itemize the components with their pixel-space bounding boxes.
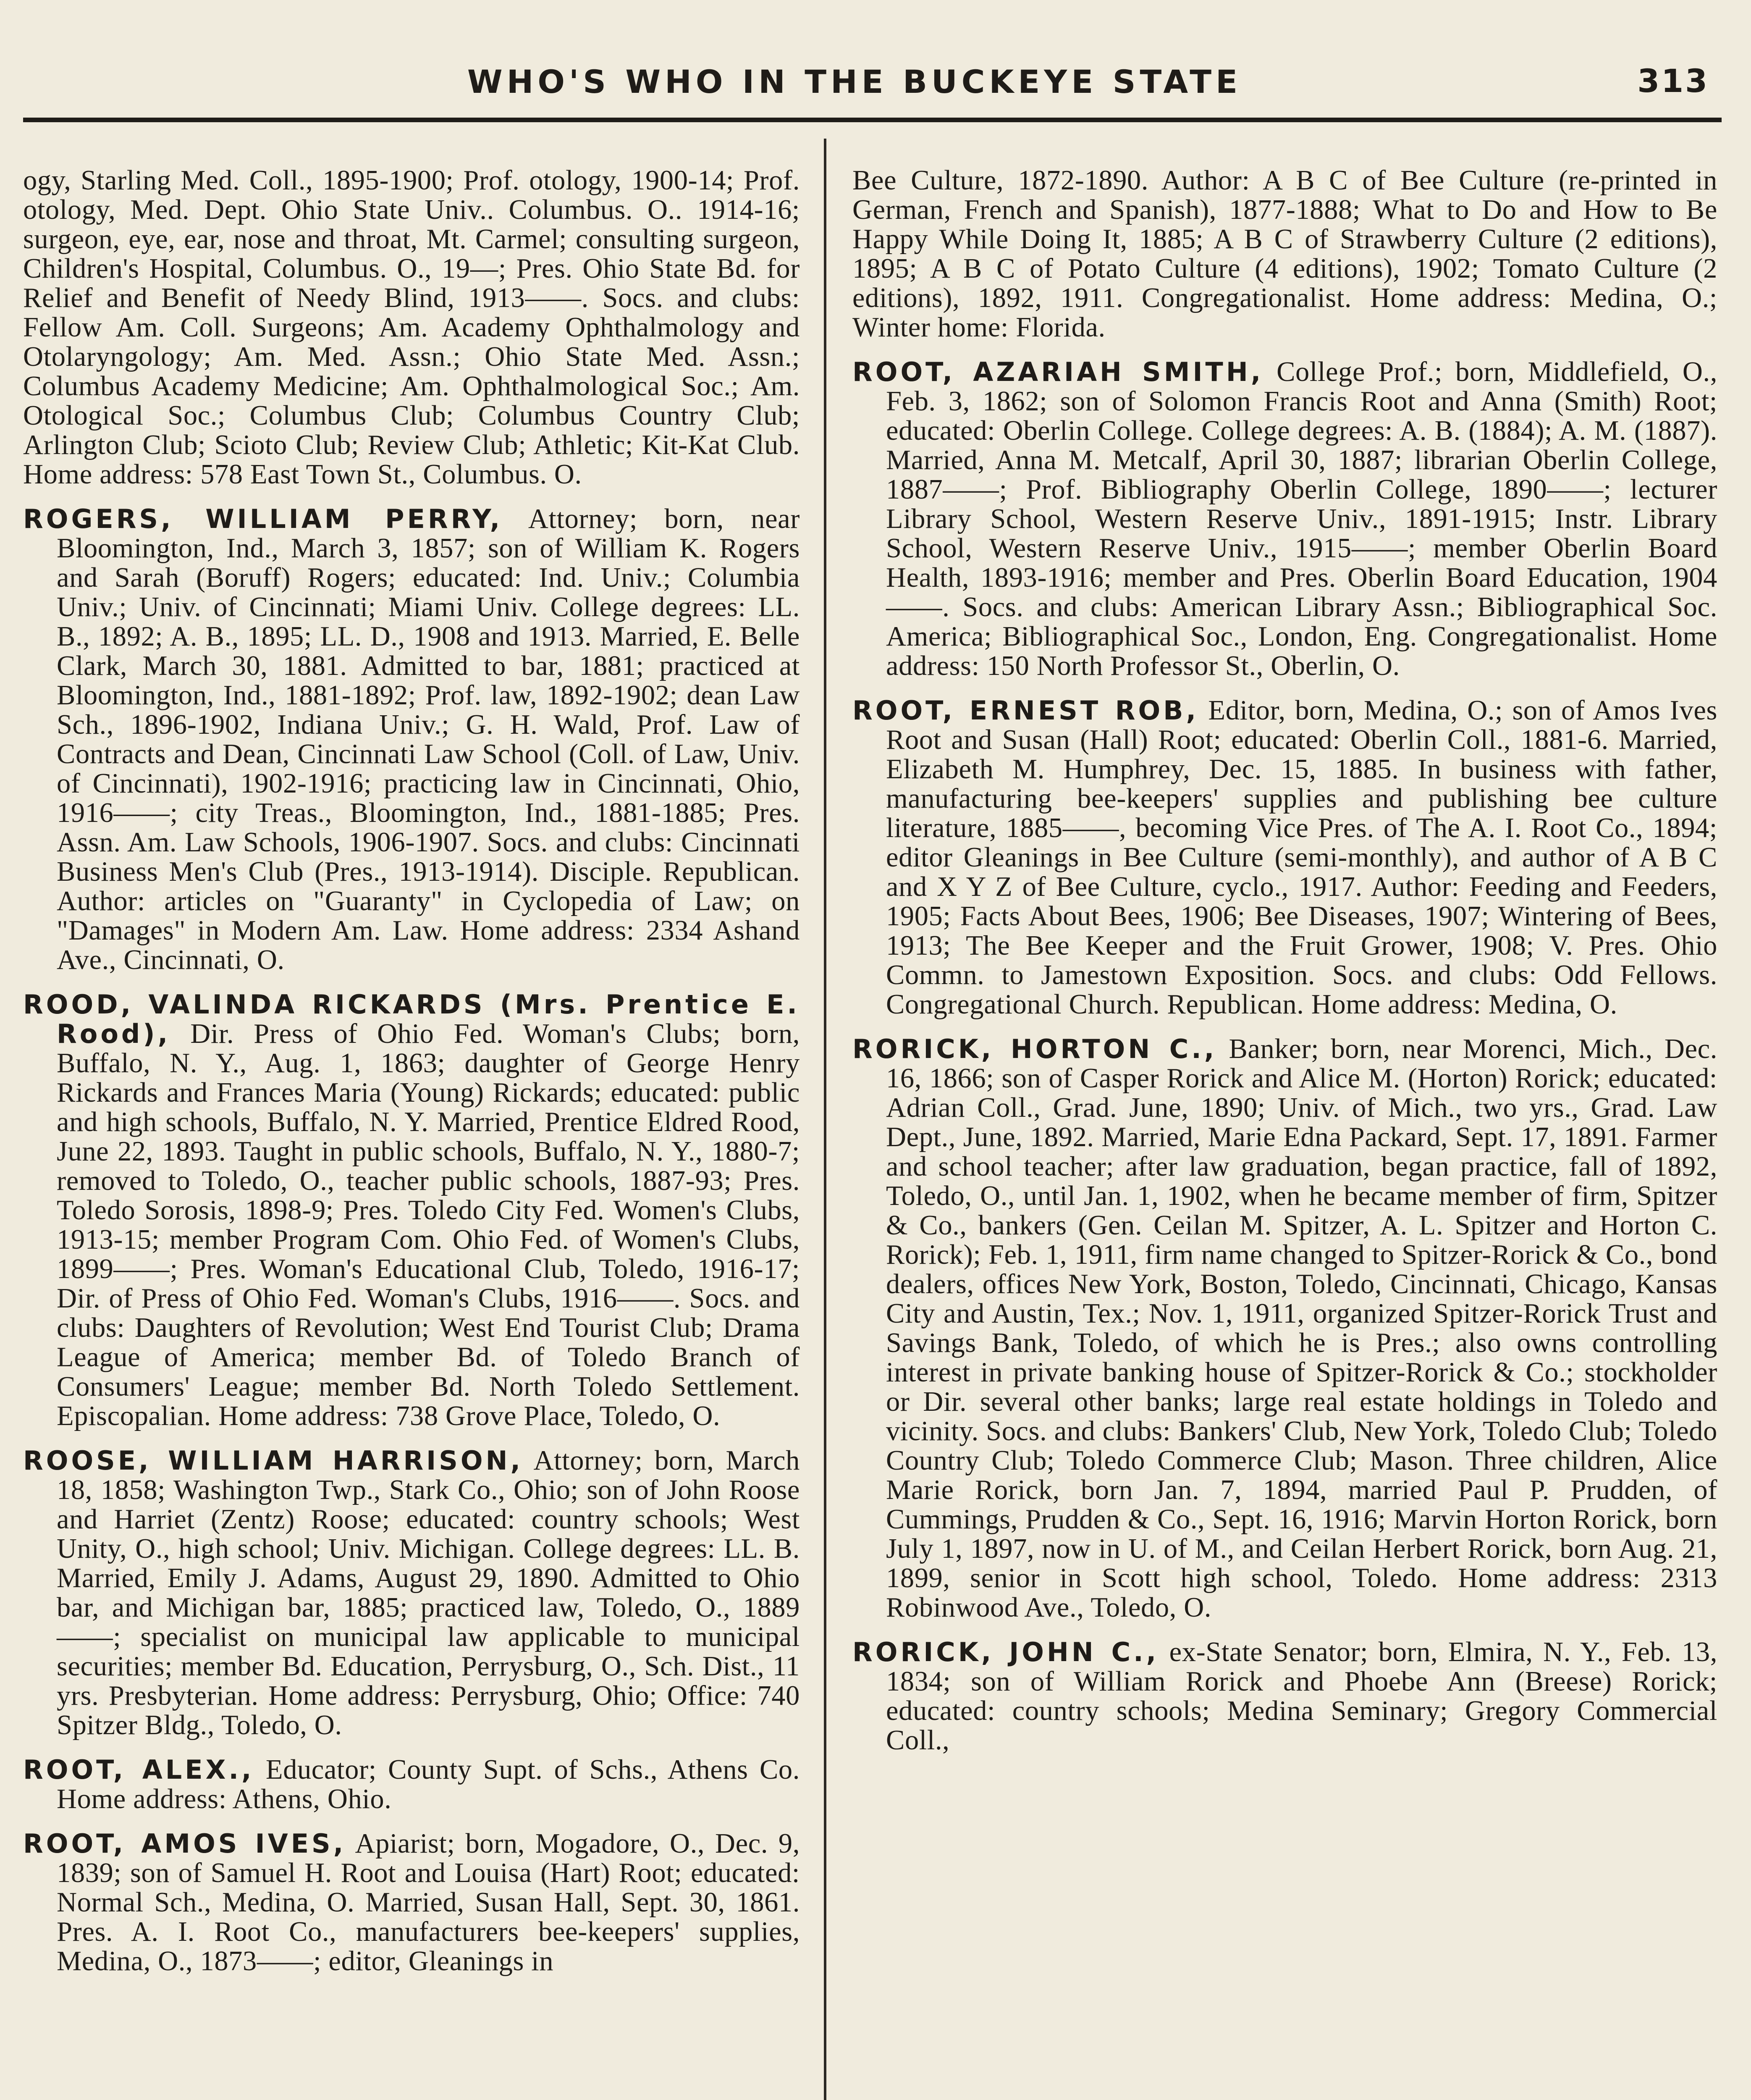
- entry-root-azariah-smith: [852, 357, 1717, 681]
- page-header: [23, 55, 1722, 122]
- entry-name: ROOT, AZARIAH SMITH,: [852, 357, 1264, 387]
- entry-root-amos-ives: [23, 1829, 800, 1976]
- entry-rorick-horton-c: [852, 1034, 1717, 1622]
- entry-name: RORICK, JOHN C.,: [852, 1637, 1159, 1667]
- entry-text: Dir. Press of Ohio Fed. Woman's Clubs; born, Buffalo, N. Y., Aug. 1, 1863; daughter of George Henry Rickards and Frances Maria (Young) Rickards; educated: public and high schools, Buffalo, N. Y. Married, Prentice Eldred Rood, June 22, 1893. Taught in public schools, Buffalo, N. Y., 1880-7; removed to Toledo, O., teacher public schools, 1887-93; Pres. Toledo Sorosis, 1898-9; Pres. Toledo City Fed. Women's Clubs, 1913-15; member Program Com. Ohio Fed. of Women's Clubs, 1899——; Pres. Woman's Educational Club, Toledo, 1916-17; Dir. of Press of Ohio Fed. Woman's Clubs, 1916——. Socs. and clubs: Daughters of Revolution; West End Tourist Club; Drama League of America; member Bd. of Toledo Branch of Consumers' League; member Bd. North Toledo Settlement. Episcopalian. Home address: 738 Grove Place, Toledo, O.: [57, 1018, 800, 1431]
- entry-text: ogy, Starling Med. Coll., 1895-1900; Prof. otology, 1900-14; Prof. otology, Med. Dept. Ohio State Univ.. Columbus. O.. 1914-16; surgeon, eye, ear, nose and throat, Mt. Carmel; consulting surgeon, Children's Hospital, Columbus. O., 19—; Pres. Ohio State Bd. for Relief and Benefit of Needy Blind, 1913——. Socs. and clubs: Fellow Am. Coll. Surgeons; Am. Academy Ophthalmology and Otolaryngology; Am. Med. Assn.; Ohio State Med. Assn.; Columbus Academy Medicine; Am. Ophthalmological Soc.; Am. Otological Soc.; Columbus Club; Columbus Country Club; Arlington Club; Scioto Club; Review Club; Athletic; Kit-Kat Club. Home address: 578 East Town St., Columbus. O.: [23, 165, 800, 490]
- entry-name: ROGERS, WILLIAM PERRY,: [23, 504, 503, 534]
- entry-name: ROOSE, WILLIAM HARRISON,: [23, 1445, 524, 1476]
- entry-root-alex: [23, 1755, 800, 1814]
- entry-text: College Prof.; born, Middlefield, O., Feb. 3, 1862; son of Solomon Francis Root and Anna (Smith) Root; educated: Oberlin College. College degrees: A. B. (1884); A. M. (1887). Married, Anna M. Metcalf, April 30, 1887; librarian Oberlin College, 1887——; Prof. Bibliography Oberlin College, 1890——; lecturer Library School, Western Reserve Univ., 1891-1915; Instr. Library School, Western Reserve Univ., 1915——; member Oberlin Board Health, 1893-1916; member and Pres. Oberlin Board Education, 1904——. Socs. and clubs: American Library Assn.; Bibliographical Soc. America; Bibliographical Soc., London, Eng. Congregationalist. Home address: 150 North Professor St., Oberlin, O.: [886, 357, 1717, 681]
- entry-rood-valinda-rickards: [23, 990, 800, 1431]
- right-column: [852, 166, 1717, 1770]
- left-column: [23, 166, 800, 1991]
- entry-rorick-john-c: [852, 1638, 1717, 1755]
- page-number: 313: [1637, 62, 1709, 100]
- entry-rogers-william-perry: [23, 504, 800, 975]
- running-head: WHO'S WHO IN THE BUCKEYE STATE: [467, 63, 1242, 100]
- entry-continued: [852, 166, 1717, 342]
- entry-text: Editor, born, Medina, O.; son of Amos Ives Root and Susan (Hall) Root; educated: Oberlin Coll., 1881-6. Married, Elizabeth M. Humphrey, Dec. 15, 1885. In business with father, manufacturing bee-keepers' supplies and publishing bee culture literature, 1885——, becoming Vice Pres. of The A. I. Root Co., 1894; editor Gleanings in Bee Culture (semi-monthly), and author of A B C and X Y Z of Bee Culture, cyclo., 1917. Author: Feeding and Feeders, 1905; Facts About Bees, 1906; Bee Diseases, 1907; Wintering of Bees, 1913; The Bee Keeper and the Fruit Grower, 1908; V. Pres. Ohio Commn. to Jamestown Exposition. Socs. and clubs: Odd Fellows. Congregational Church. Republican. Home address: Medina, O.: [886, 695, 1717, 1020]
- entry-name: RORICK, HORTON C.,: [852, 1034, 1217, 1064]
- entry-text: Bee Culture, 1872-1890. Author: A B C of Bee Culture (re-printed in German, French and Spanish), 1877-1888; What to Do and How to Be Happy While Doing It, 1885; A B C of Strawberry Culture (2 editions), 1895; A B C of Potato Culture (4 editions), 1902; Tomato Culture (2 editions), 1892, 1911. Congregationalist. Home address: Medina, O.; Winter home: Florida.: [852, 165, 1717, 343]
- column-divider: [824, 139, 826, 2100]
- entry-text: Banker; born, near Morenci, Mich., Dec. 16, 1866; son of Casper Rorick and Alice M. (Horton) Rorick; educated: Adrian Coll., Grad. June, 1890; Univ. of Mich., two yrs., Grad. Law Dept., June, 1892. Married, Marie Edna Packard, Sept. 17, 1891. Farmer and school teacher; after law graduation, began practice, fall of 1892, Toledo, O., until Jan. 1, 1902, when he became member of firm, Spitzer & Co., bankers (Gen. Ceilan M. Spitzer, A. L. Spitzer and Horton C. Rorick); Feb. 1, 1911, firm name changed to Spitzer-Rorick & Co., bond dealers, offices New York, Boston, Toledo, Cincinnati, Chicago, Kansas City and Austin, Tex.; Nov. 1, 1911, organized Spitzer-Rorick Trust and Savings Bank, Toledo, of which he is Pres.; also owns controlling interest in private banking house of Spitzer-Rorick & Co.; stockholder or Dir. several other banks; large real estate holdings in Toledo and vicinity. Socs. and clubs: Bankers' Club, New York, Toledo Club; Toledo Country Club; Toledo Commerce Club; Mason. Three children, Alice Marie Rorick, born Jan. 7, 1894, married Paul P. Prudden, of Cummings, Prudden & Co., Sept. 16, 1916; Marvin Horton Rorick, born July 1, 1897, now in U. of M., and Ceilan Herbert Rorick, born Aug. 21, 1899, senior in Scott high school, Toledo. Home address: 2313 Robinwood Ave., Toledo, O.: [886, 1034, 1717, 1623]
- entry-root-ernest-rob: [852, 696, 1717, 1019]
- entry-name: ROOT, ERNEST ROB,: [852, 695, 1199, 726]
- entry-name: ROOD, VALINDA RICKARDS (Mrs. Prentice E. Rood),: [23, 989, 800, 1049]
- entry-name: ROOT, AMOS IVES,: [23, 1828, 346, 1859]
- entry-continued: [23, 166, 800, 489]
- entry-text: ex-State Senator; born, Elmira, N. Y., Feb. 13, 1834; son of William Rorick and Phoebe Ann (Breese) Rorick; educated: country schools; Medina Seminary; Gregory Commercial Coll.,: [886, 1637, 1717, 1756]
- entry-text: Educator; County Supt. of Schs., Athens Co. Home address: Athens, Ohio.: [57, 1754, 800, 1814]
- entry-text: Attorney; born, near Bloomington, Ind., March 3, 1857; son of William K. Rogers and Sarah (Boruff) Rogers; educated: Ind. Univ.; Columbia Univ.; Univ. of Cincinnati; Miami Univ. College degrees: LL. B., 1892; A. B., 1895; LL. D., 1908 and 1913. Married, E. Belle Clark, March 30, 1881. Admitted to bar, 1881; practiced at Bloomington, Ind., 1881-1892; Prof. law, 1892-1902; dean Law Sch., 1896-1902, Indiana Univ.; G. H. Wald, Prof. Law of Contracts and Dean, Cincinnati Law School (Coll. of Law, Univ. of Cincinnati), 1902-1916; practicing law in Cincinnati, Ohio, 1916——; city Treas., Bloomington, Ind., 1881-1885; Pres. Assn. Am. Law Schools, 1906-1907. Socs. and clubs: Cincinnati Business Men's Club (Pres., 1913-1914). Disciple. Republican. Author: articles on "Guaranty" in Cyclopedia of Law; on "Damages" in Modern Am. Law. Home address: 2334 Ashand Ave., Cincinnati, O.: [57, 504, 800, 975]
- entry-roose-william-harrison: [23, 1446, 800, 1740]
- entry-text: Attorney; born, March 18, 1858; Washington Twp., Stark Co., Ohio; son of John Roose and Harriet (Zentz) Roose; educated: country schools; West Unity, O., high school; Univ. Michigan. College degrees: LL. B. Married, Emily J. Adams, August 29, 1890. Admitted to Ohio bar, and Michigan bar, 1885; practiced law, Toledo, O., 1889——; specialist on municipal law applicable to municipal securities; member Bd. Education, Perrysburg, O., Sch. Dist., 11 yrs. Presbyterian. Home address: Perrysburg, Ohio; Office: 740 Spitzer Bldg., Toledo, O.: [57, 1445, 800, 1740]
- entry-name: ROOT, ALEX.,: [23, 1754, 254, 1785]
- entry-text: Apiarist; born, Mogadore, O., Dec. 9, 1839; son of Samuel H. Root and Louisa (Hart) Root; educated: Normal Sch., Medina, O. Married, Susan Hall, Sept. 30, 1861. Pres. A. I. Root Co., manufacturers bee-keepers' supplies, Medina, O., 1873——; editor, Gleanings in: [57, 1828, 800, 1977]
